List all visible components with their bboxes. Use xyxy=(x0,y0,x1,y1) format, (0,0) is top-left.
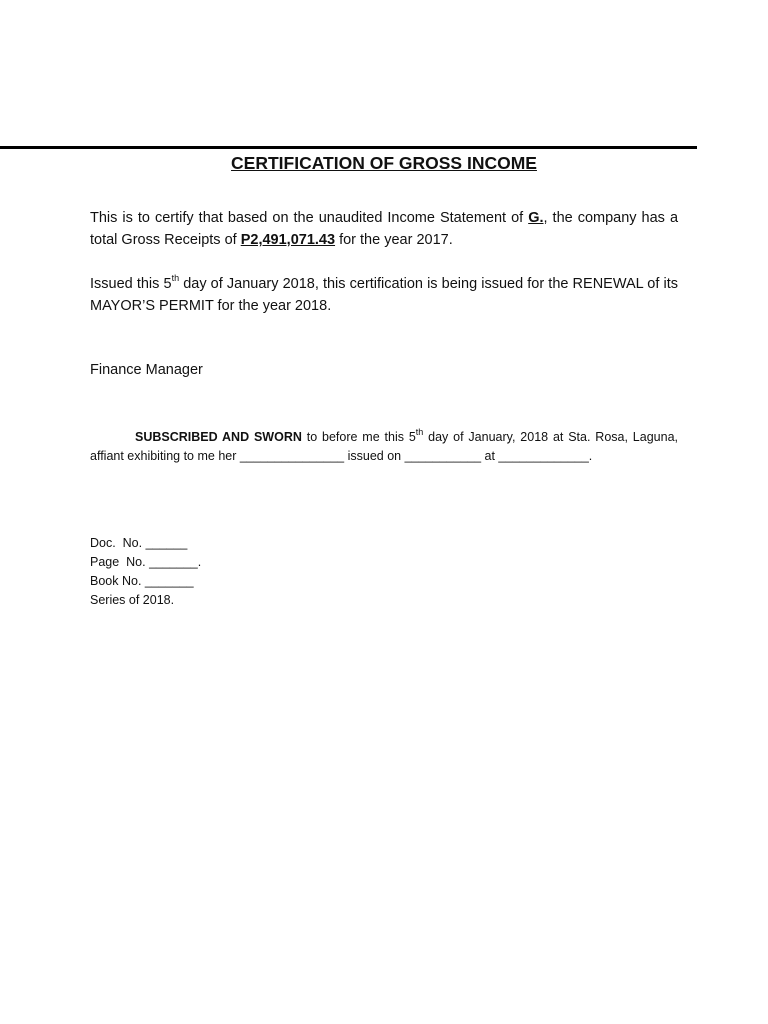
paragraph-text: for the year 2017. xyxy=(335,232,453,248)
company-name: G. xyxy=(528,210,544,226)
gross-receipts-amount: P2,491,071.43 xyxy=(240,232,336,248)
paragraph-text: Issued this 5 xyxy=(90,276,172,292)
header-rule xyxy=(0,146,697,149)
book-number-line: Book No. _______ xyxy=(90,574,194,588)
issuance-paragraph xyxy=(90,273,678,317)
page-number-line: Page No. _______. xyxy=(90,555,202,569)
paragraph-text: , the company has a total Gross Receipts of xyxy=(90,210,679,248)
notary-register xyxy=(90,534,201,610)
jurat-text: day of January, 2018 at Sta. Rosa, Laguna, affiant exhibiting to me her _______________ issued on ___________ at _____________. xyxy=(90,430,678,463)
jurat-paragraph xyxy=(90,428,678,466)
ordinal-suffix: th xyxy=(171,273,180,284)
series-line: Series of 2018. xyxy=(90,593,175,607)
ordinal-suffix: th xyxy=(415,426,424,437)
doc-number-line: Doc. No. ______ xyxy=(90,536,188,550)
document-title: CERTIFICATION OF GROSS INCOME xyxy=(231,153,537,173)
signatory-title: Finance Manager xyxy=(90,362,203,378)
certification-paragraph xyxy=(90,207,678,251)
paragraph-text: day of January 2018, this certification is being issued for the RENEWAL of its MAYOR’S PERMIT for the year 2018. xyxy=(90,276,678,314)
paragraph-text: This is to certify that based on the unaudited Income Statement of xyxy=(90,210,529,226)
jurat-text: to before me this 5 xyxy=(301,430,416,444)
jurat-heading: SUBSCRIBED AND SWORN xyxy=(135,430,302,444)
